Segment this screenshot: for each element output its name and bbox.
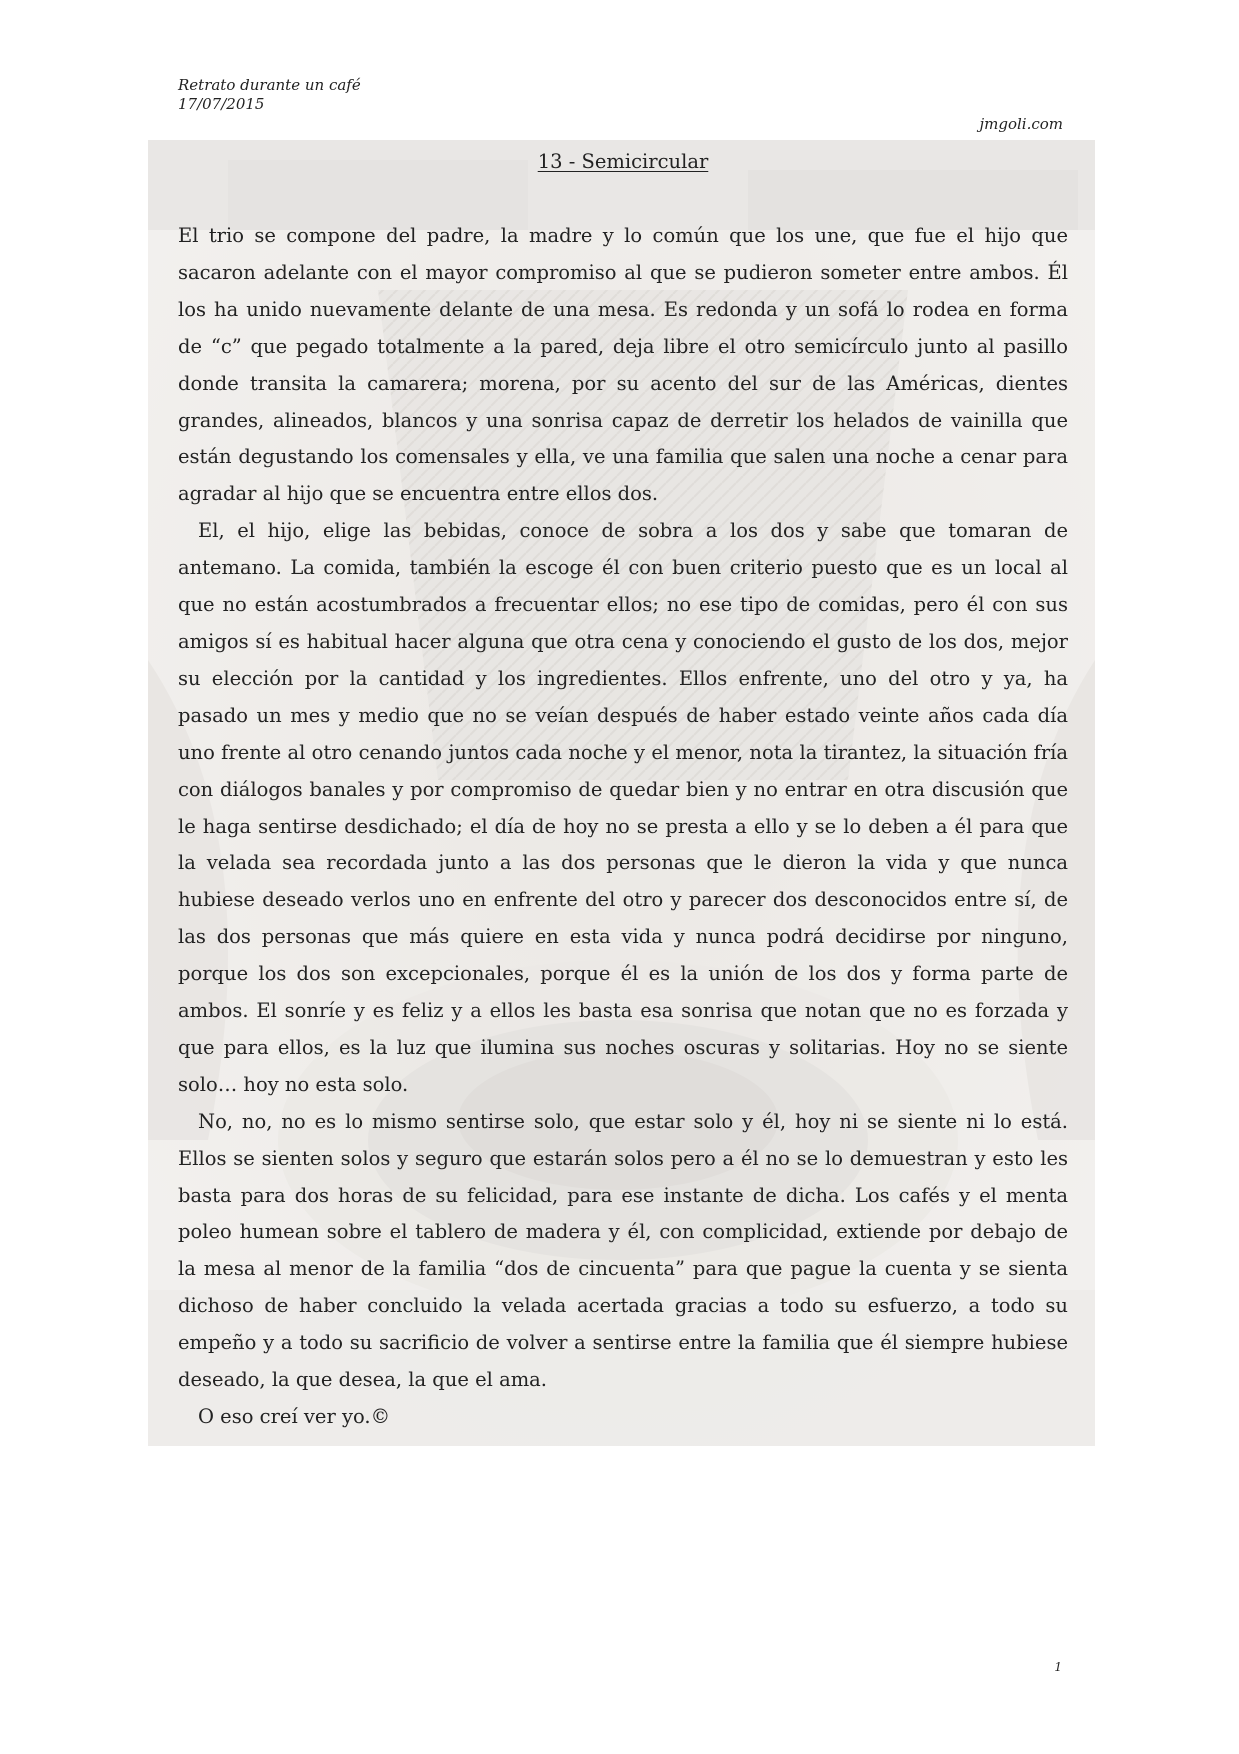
paragraph: El, el hijo, elige las bebidas, conoce de sobra a los dos y sabe que tomaran de antemano. La comida, también la escoge él con buen criterio puesto que es un local al que no están acostumbrados a frecuentar ellos; no ese tipo de comidas, pero él con sus amigos sí es habitual hacer alguna que otra cena y conociendo el gusto de los dos, mejor su elección por la cantidad y los ingredientes. Ellos enfrente, uno del otro y ya, ha pasado un mes y medio que no se veían después de haber estado veinte años cada día uno frente al otro cenando juntos cada noche y el menor, nota la tirantez, la situación fría con diálogos banales y por compromiso de quedar bien y no entrar en otra discusión que le haga sentirse desdichado; el día de hoy no se presta a ello y se lo deben a él para que la velada sea recordada junto a las dos personas que le dieron la vida y que nunca hubiese deseado verlos uno en enfrente del otro y parecer dos desconocidos entre sí, de las dos personas que más quiere en esta vida y nunca podrá decidirse por ninguno, porque los dos son excepcionales, porque él es la unión de los dos y forma parte de ambos. El sonríe y es feliz y a ellos les basta esa sonrisa que notan que no es forzada y que para ellos, es la luz que ilumina sus noches oscuras y solitarias. Hoy no se siente solo… hoy no esta solo. <box>178 519 1068 1096</box>
chapter-title: 13 - Semicircular <box>537 150 709 173</box>
article <box>178 140 1068 1436</box>
paragraph: No, no, no es lo mismo sentirse solo, que estar solo y él, hoy ni se siente ni lo está. Ellos se sienten solos y seguro que estarán solos pero a él no se lo demuestran y esto les basta para dos horas de su felicidad, para ese instante de dicha. Los cafés y el menta poleo humean sobre el tablero de madera y él, con complicidad, extiende por debajo de la mesa al menor de la familia “dos de cincuenta” para que pague la cuenta y se sienta dichoso de haber concluido la velada acertada gracias a todo su esfuerzo, a todo su empeño y a todo su sacrificio de volver a sentirse entre la familia que él siempre hubiese deseado, la que desea, la que el ama. <box>178 1109 1068 1392</box>
paragraph: El trio se compone del padre, la madre y lo común que los une, que fue el hijo que sacaron adelante con el mayor compromiso al que se pudieron someter entre ambos. Él los ha unido nuevamente delante de una mesa. Es redonda y un sofá lo rodea en forma de “c” que pegado totalmente a la pared, deja libre el otro semicírculo junto al pasillo donde transita la camarera; morena, por su acento del sur de las Américas, dientes grandes, alineados, blancos y una sonrisa capaz de derretir los helados de vainilla que están degustando los comensales y ella, ve una familia que salen una noche a cenar para agradar al hijo que se encuentra entre ellos dos. <box>178 224 1068 506</box>
running-header <box>178 76 361 114</box>
header-site: jmgoli.com <box>979 115 1063 133</box>
paragraph: O eso creí ver yo.© <box>198 1405 391 1428</box>
page-number: 1 <box>1054 1660 1062 1674</box>
header-date: 17/07/2015 <box>178 95 265 113</box>
header-title: Retrato durante un café <box>178 76 361 94</box>
article-body <box>178 218 1068 1436</box>
